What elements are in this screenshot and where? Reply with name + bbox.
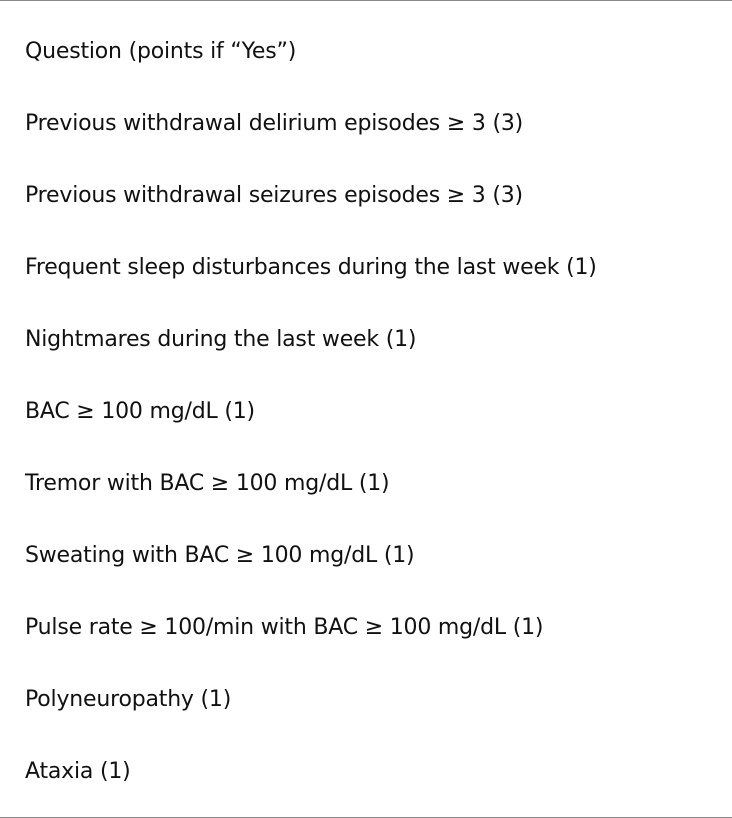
table-row-bac: BAC ≥ 100 mg/dL (1) xyxy=(25,398,255,424)
table-row-pulse-rate: Pulse rate ≥ 100/min with BAC ≥ 100 mg/dL (1) xyxy=(25,614,544,640)
table-row-sweating: Sweating with BAC ≥ 100 mg/dL (1) xyxy=(25,542,415,568)
table-row-delirium-episodes: Previous withdrawal delirium episodes ≥ 3 (3) xyxy=(25,110,524,136)
table-row-polyneuropathy: Polyneuropathy (1) xyxy=(25,686,232,712)
table-row-seizure-episodes: Previous withdrawal seizures episodes ≥ 3 (3) xyxy=(25,182,523,208)
table-header: Question (points if “Yes”) xyxy=(25,38,297,64)
table-row-ataxia: Ataxia (1) xyxy=(25,758,131,784)
table-row-nightmares: Nightmares during the last week (1) xyxy=(25,326,417,352)
table-row-tremor: Tremor with BAC ≥ 100 mg/dL (1) xyxy=(25,470,390,496)
table-row-sleep-disturbances: Frequent sleep disturbances during the last week (1) xyxy=(25,254,597,280)
